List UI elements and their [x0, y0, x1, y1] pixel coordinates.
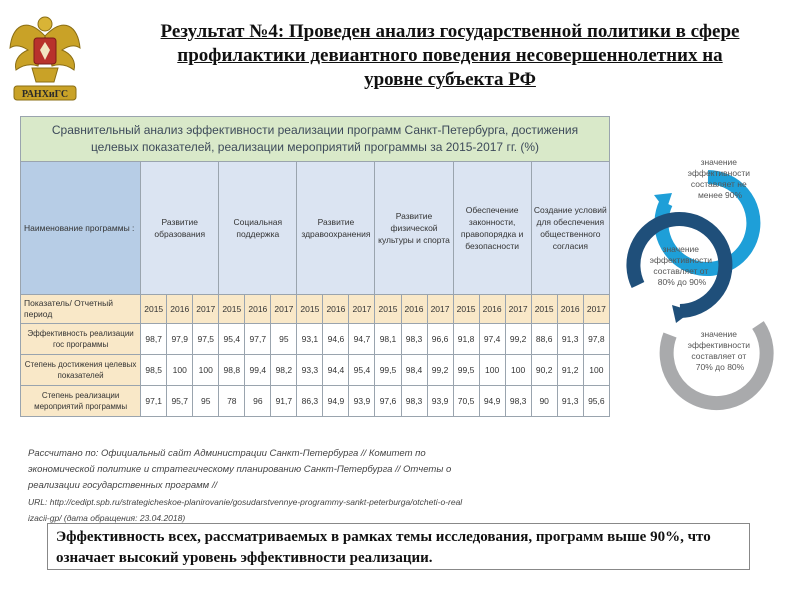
value-cell: 90,2 — [531, 355, 557, 386]
value-cell: 88,6 — [531, 324, 557, 355]
logo-text: РАНХиГС — [21, 89, 69, 100]
value-cell: 100 — [167, 355, 193, 386]
value-cell: 94,9 — [479, 386, 505, 417]
row-label: Степень реализации мероприятий программы — [21, 386, 141, 417]
value-cell: 94,4 — [323, 355, 349, 386]
value-cell: 100 — [505, 355, 531, 386]
value-cell: 95 — [271, 324, 297, 355]
legend-text-line: эффективности — [687, 168, 750, 178]
title-line-2: профилактики девиантного поведения несовершеннолетних на — [177, 45, 723, 66]
svg-text:значение эффективности — [688, 329, 753, 372]
value-cell: 97,6 — [375, 386, 401, 417]
value-cell: 91,2 — [557, 355, 583, 386]
value-cell: 95,4 — [219, 324, 245, 355]
value-cell: 86,3 — [297, 386, 323, 417]
year-cell: 2017 — [193, 295, 219, 324]
year-cell: 2016 — [557, 295, 583, 324]
value-cell: 97,7 — [245, 324, 271, 355]
legend-text-line: составляет от — [691, 351, 747, 361]
year-cell: 2015 — [297, 295, 323, 324]
value-cell: 93,3 — [297, 355, 323, 386]
value-cell: 98,3 — [401, 324, 427, 355]
table-row — [21, 355, 610, 386]
source-line: Рассчитано по: Официальный сайт Администрации Санкт-Петербурга // Комитет по — [28, 448, 426, 459]
table-row — [21, 386, 610, 417]
value-cell: 97,4 — [479, 324, 505, 355]
indicator-header: Показатель/ Отчетный период — [21, 295, 141, 324]
value-cell: 91,7 — [271, 386, 297, 417]
title-line-1: Результат №4: Проведен анализ государственной политики в сфере — [160, 21, 740, 42]
value-cell: 99,5 — [375, 355, 401, 386]
year-cell: 2016 — [401, 295, 427, 324]
years-row — [21, 295, 610, 324]
legend-text-line: 80% до 90% — [657, 277, 707, 287]
value-cell: 94,7 — [349, 324, 375, 355]
value-cell: 94,6 — [323, 324, 349, 355]
year-cell: 2016 — [479, 295, 505, 324]
year-cell: 2015 — [531, 295, 557, 324]
year-cell: 2015 — [453, 295, 479, 324]
value-cell: 97,1 — [141, 386, 167, 417]
legend-text-line: эффективности — [687, 340, 750, 350]
year-cell: 2015 — [141, 295, 167, 324]
value-cell: 100 — [583, 355, 609, 386]
value-cell: 91,3 — [557, 386, 583, 417]
year-cell: 2017 — [349, 295, 375, 324]
value-cell: 93,9 — [349, 386, 375, 417]
slide-title — [100, 20, 800, 92]
program-header: Социальная поддержка — [219, 162, 297, 295]
value-cell: 99,2 — [427, 355, 453, 386]
efficiency-legend-diagram — [608, 135, 798, 415]
title-line-3: уровне субъекта РФ — [364, 69, 536, 90]
value-cell: 98,7 — [141, 324, 167, 355]
legend-text-line: составляет от — [653, 266, 709, 276]
year-cell: 2015 — [375, 295, 401, 324]
legend-text-line: значение — [700, 157, 738, 167]
value-cell: 100 — [193, 355, 219, 386]
value-cell: 95,6 — [583, 386, 609, 417]
program-header: Развитие здравоохранения — [297, 162, 375, 295]
value-cell: 90 — [531, 386, 557, 417]
conclusion-box: Эффективность всех, рассматриваемых в рамках темы исследования, программ выше 90%, что означает высокий уровень эффективности реализации. — [47, 523, 750, 570]
year-cell: 2015 — [219, 295, 245, 324]
legend-text-line: эффективности — [649, 255, 712, 265]
legend-text-line: менее 90% — [697, 190, 743, 200]
program-header: Развитие образования — [141, 162, 219, 295]
program-header: Обеспечение законности, правопорядка и безопасности — [453, 162, 531, 295]
value-cell: 95 — [193, 386, 219, 417]
value-cell: 98,3 — [505, 386, 531, 417]
year-cell: 2017 — [427, 295, 453, 324]
source-note — [28, 446, 608, 526]
table-caption: Сравнительный анализ эффективности реализации программ Санкт-Петербурга, достижения целевых показателей, реализации мероприятий программы за 2015-2017 гг. (%) — [21, 117, 610, 162]
year-cell: 2017 — [583, 295, 609, 324]
source-url-line: izacii-gp/ (дата обращения: 23.04.2018) — [28, 513, 186, 523]
value-cell: 99,4 — [245, 355, 271, 386]
legend-text-line: 70% до 80% — [695, 362, 745, 372]
efficiency-table — [20, 116, 610, 412]
value-cell: 97,9 — [167, 324, 193, 355]
year-cell: 2016 — [167, 295, 193, 324]
year-cell: 2016 — [323, 295, 349, 324]
value-cell: 98,2 — [271, 355, 297, 386]
value-cell: 95,7 — [167, 386, 193, 417]
legend-text-line: значение — [700, 329, 738, 339]
value-cell: 97,8 — [583, 324, 609, 355]
row-label: Степень достижения целевых показателей — [21, 355, 141, 386]
svg-text:значение эффективности — [650, 244, 715, 287]
value-cell: 98,4 — [401, 355, 427, 386]
source-line: реализации государственных программ // — [28, 480, 218, 491]
value-cell: 98,8 — [219, 355, 245, 386]
value-cell: 99,5 — [453, 355, 479, 386]
value-cell: 78 — [219, 386, 245, 417]
value-cell: 91,8 — [453, 324, 479, 355]
value-cell: 98,5 — [141, 355, 167, 386]
ranepa-emblem-logo — [6, 6, 84, 106]
legend-text-line: значение — [662, 244, 700, 254]
value-cell: 100 — [479, 355, 505, 386]
value-cell: 97,5 — [193, 324, 219, 355]
value-cell: 70,5 — [453, 386, 479, 417]
value-cell: 96 — [245, 386, 271, 417]
table-row — [21, 324, 610, 355]
legend-text-line: составляет не — [690, 179, 747, 189]
program-header: Развитие физической культуры и спорта — [375, 162, 453, 295]
value-cell: 96,6 — [427, 324, 453, 355]
value-cell: 95,4 — [349, 355, 375, 386]
programs-header-row — [21, 162, 610, 295]
program-name-header: Наименование программы : — [21, 162, 141, 295]
value-cell: 99,2 — [505, 324, 531, 355]
value-cell: 94,9 — [323, 386, 349, 417]
year-cell: 2016 — [245, 295, 271, 324]
program-header: Создание условий для обеспечения общественного согласия — [531, 162, 609, 295]
value-cell: 98,3 — [401, 386, 427, 417]
source-line: экономической политике и стратегическому планированию Санкт-Петербурга // Отчеты о — [28, 464, 452, 475]
value-cell: 98,1 — [375, 324, 401, 355]
value-cell: 93,1 — [297, 324, 323, 355]
row-label: Эффективность реализации гос программы — [21, 324, 141, 355]
year-cell: 2017 — [271, 295, 297, 324]
source-url-line: URL: http://cedipt.spb.ru/strategicheskoe-planirovanie/gosudarstvennye-programmy-sankt-peterburga/otcheti-o-real — [28, 497, 463, 507]
value-cell: 93,9 — [427, 386, 453, 417]
year-cell: 2017 — [505, 295, 531, 324]
value-cell: 91,3 — [557, 324, 583, 355]
table-caption-row — [21, 117, 610, 162]
